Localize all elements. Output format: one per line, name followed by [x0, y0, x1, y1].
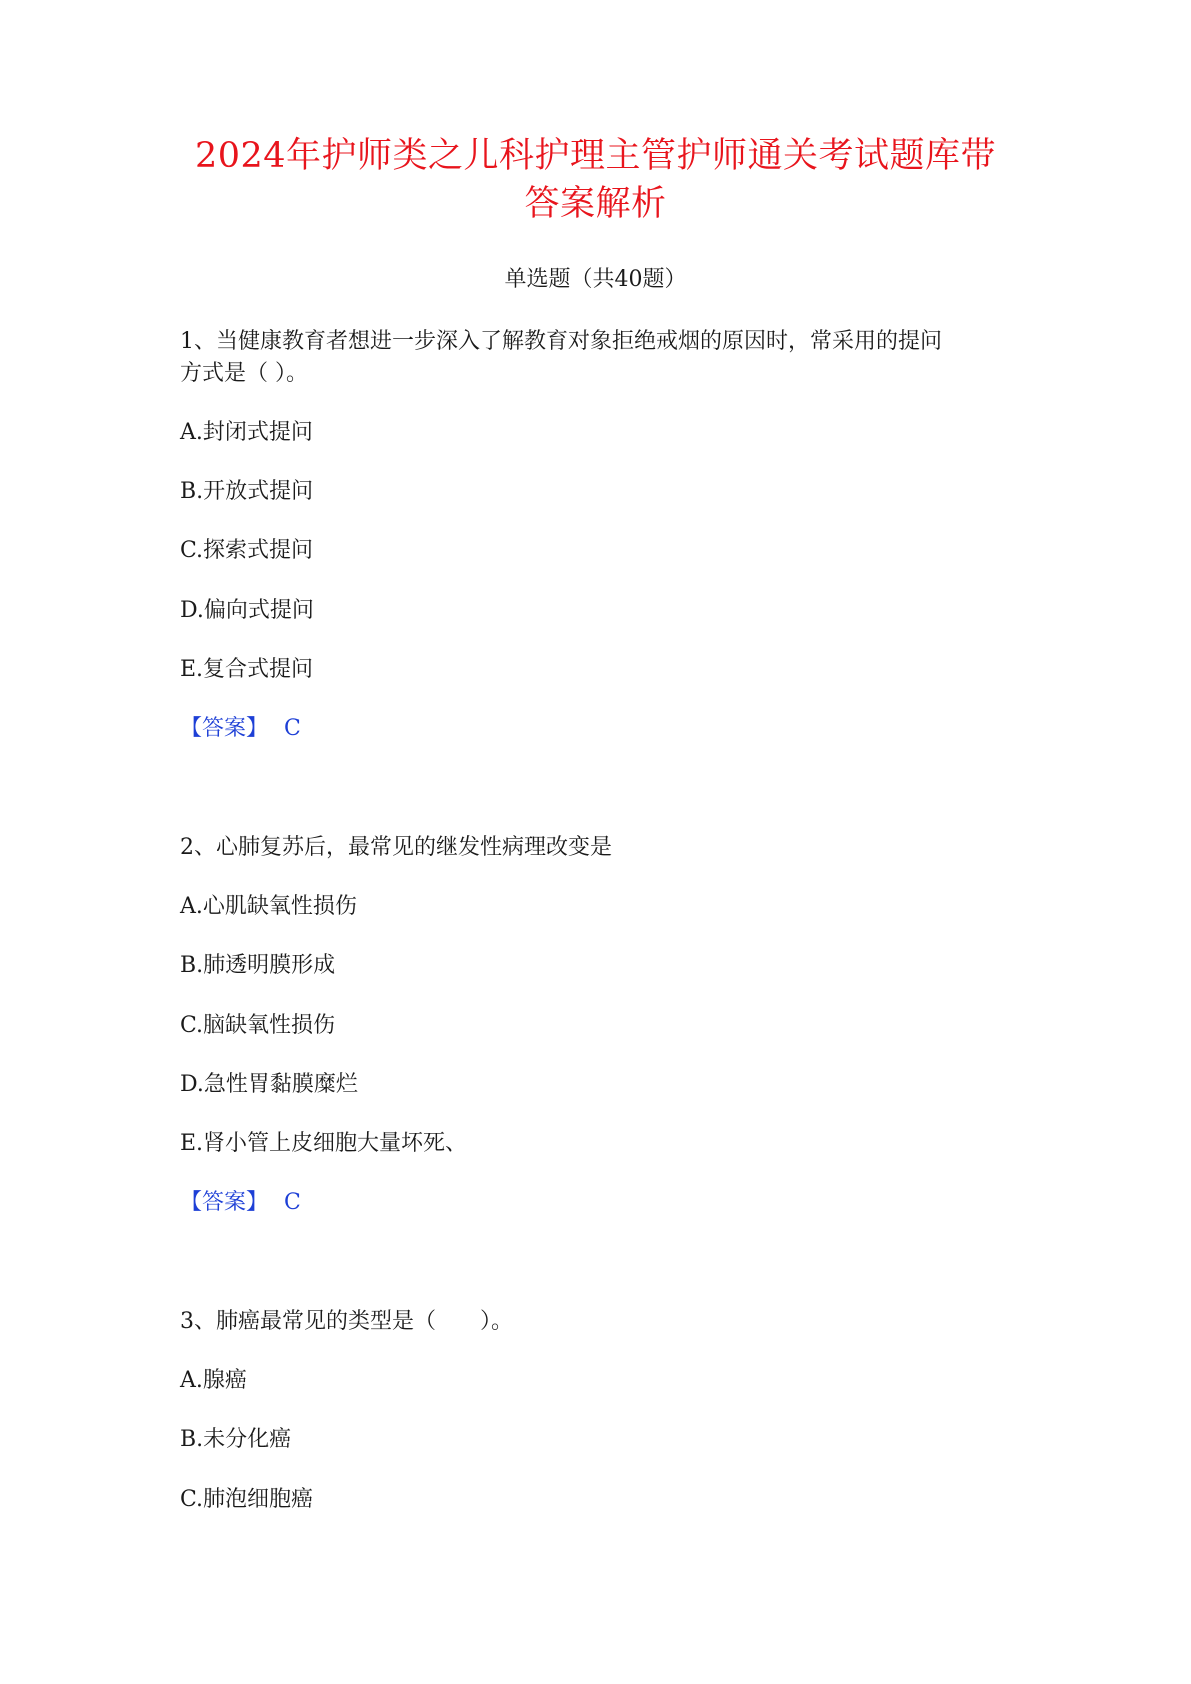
- question-3-option-a: A.腺癌: [180, 1368, 247, 1393]
- question-1-option-e: E.复合式提问: [180, 657, 314, 682]
- question-1-answer: [180, 714, 301, 744]
- question-2-option-b: B.肺透明膜形成: [180, 953, 336, 978]
- document-title-line-2: 答案解析: [524, 184, 667, 224]
- question-1-stem-line-2: 方式是（ ）。: [180, 361, 308, 386]
- question-1-option-c: C.探索式提问: [180, 538, 314, 563]
- question-2-stem-line-1: 2、心肺复苏后，最常见的继发性病理改变是: [180, 835, 612, 860]
- question-3-option-b: B.未分化癌: [180, 1427, 292, 1452]
- question-3-option-c: C.肺泡细胞癌: [180, 1487, 314, 1512]
- answer-label: 【答案】: [180, 1190, 269, 1215]
- question-1-option-d: D.偏向式提问: [180, 598, 314, 623]
- document-title-line-1: 2024年护师类之儿科护理主管护师通关考试题库带: [194, 136, 997, 176]
- question-3-stem-line-1: 3、肺癌最常见的类型是（ ）。: [180, 1309, 513, 1334]
- question-1-stem-line-1: 1、当健康教育者想进一步深入了解教育对象拒绝戒烟的原因时，常采用的提问: [180, 329, 942, 354]
- question-2-answer: [180, 1188, 301, 1218]
- question-1-option-b: B.开放式提问: [180, 479, 314, 504]
- question-2-option-e: E.肾小管上皮细胞大量坏死、: [180, 1131, 468, 1156]
- section-heading: 单选题（共40题）: [504, 267, 687, 292]
- question-2-option-c: C.脑缺氧性损伤: [180, 1013, 336, 1038]
- question-2-option-a: A.心肌缺氧性损伤: [180, 894, 357, 919]
- question-1-option-a: A.封闭式提问: [180, 420, 313, 445]
- question-2-option-d: D.急性胃黏膜糜烂: [180, 1072, 358, 1097]
- answer-value: C: [284, 716, 301, 741]
- answer-value: C: [284, 1190, 301, 1215]
- answer-label: 【答案】: [180, 716, 269, 741]
